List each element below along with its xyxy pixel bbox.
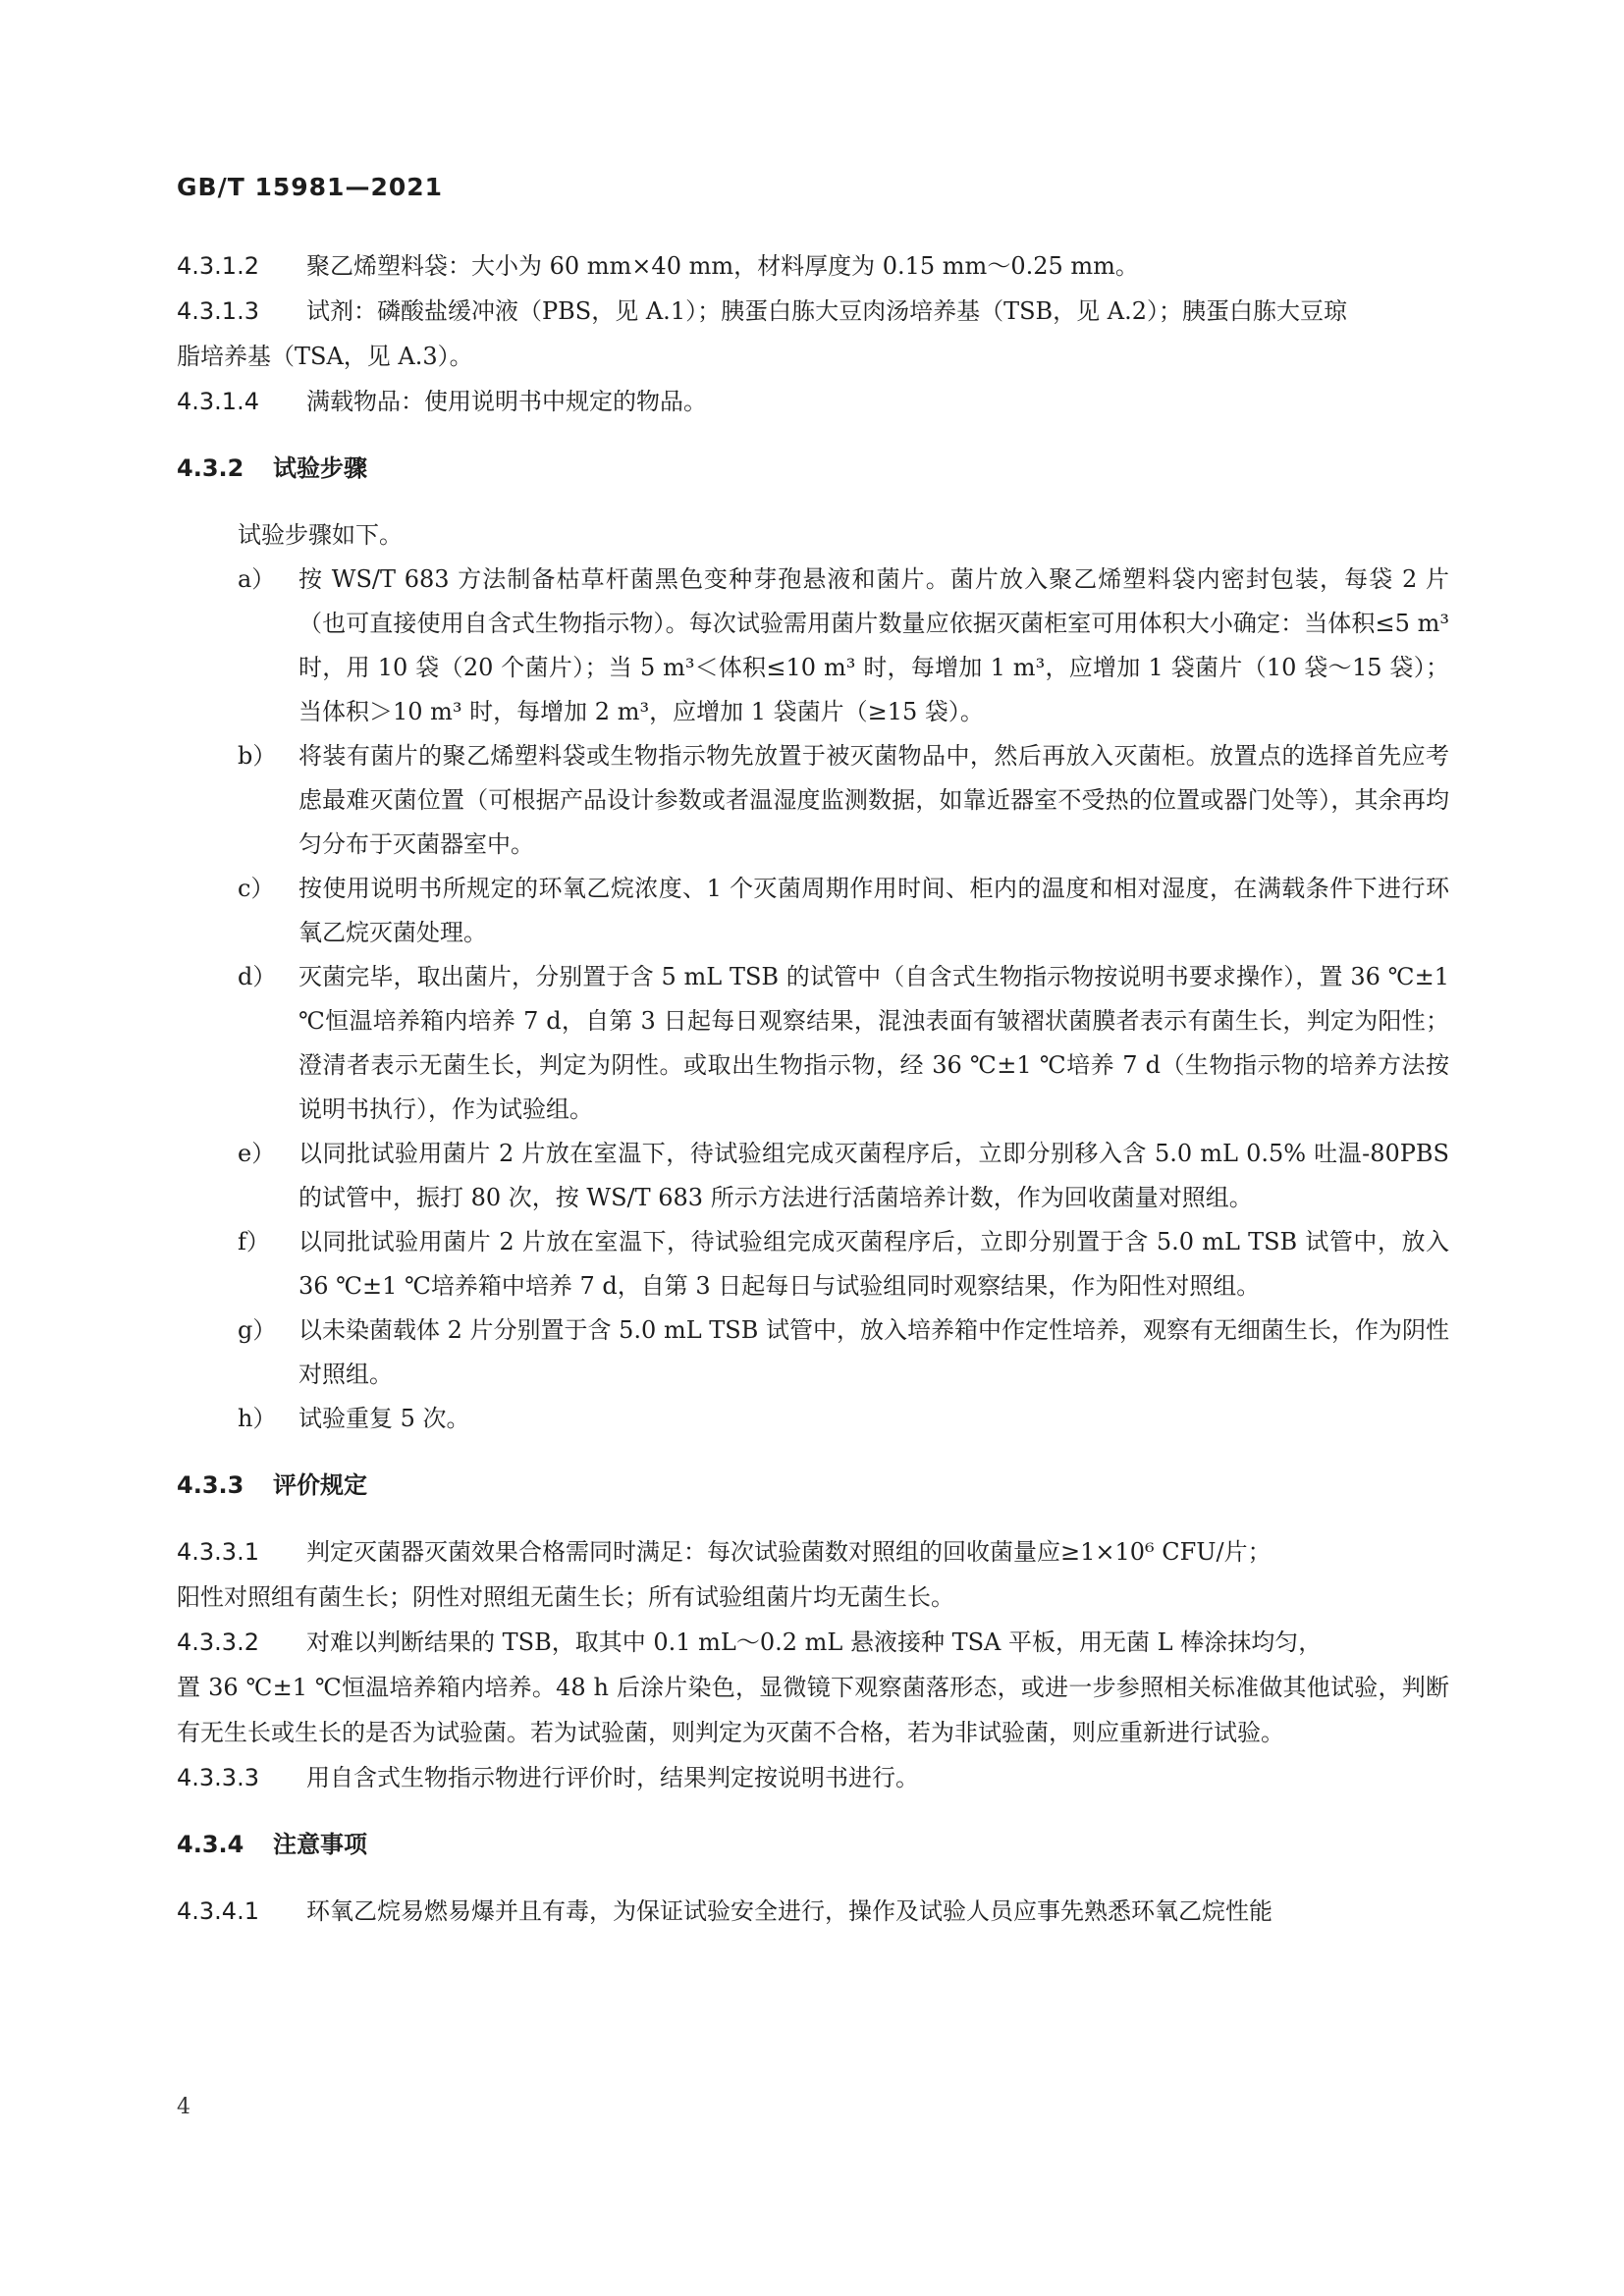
step-label: a） <box>238 565 276 593</box>
step-text: 将装有菌片的聚乙烯塑料袋或生物指示物先放置于被灭菌物品中，然后再放入灭菌柜。放置点的选择首先应考虑最难灭菌位置（可根据产品设计参数或者温湿度监测数据，如靠近器室不受热的位置或器门处等），其余再均匀分布于灭菌器室中。 <box>298 742 1449 858</box>
heading-title: 试验步骤 <box>273 454 367 482</box>
heading-4-3-3 <box>177 1463 1449 1508</box>
clause-continuation: 阳性对照组有菌生长；阴性对照组无菌生长；所有试验组菌片均无菌生长。 <box>177 1583 954 1611</box>
clause-4-3-3-3 <box>177 1755 1449 1800</box>
step-f <box>177 1220 1449 1308</box>
heading-4-3-4 <box>177 1822 1449 1867</box>
clause-number: 4.3.1.2 <box>177 252 259 280</box>
step-text: 按使用说明书所规定的环氧乙烷浓度、1 个灭菌周期作用时间、柜内的温度和相对湿度，在满载条件下进行环氧乙烷灭菌处理。 <box>298 875 1449 946</box>
clause-text: 聚乙烯塑料袋：大小为 60 mm×40 mm，材料厚度为 0.15 mm～0.25 mm。 <box>306 252 1139 280</box>
page-content <box>177 243 1449 1934</box>
heading-title: 注意事项 <box>273 1831 367 1858</box>
heading-4-3-2 <box>177 446 1449 491</box>
heading-number: 4.3.4 <box>177 1831 244 1858</box>
clause-number: 4.3.4.1 <box>177 1897 259 1925</box>
clause-text: 判定灭菌器灭菌效果合格需同时满足：每次试验菌数对照组的回收菌量应≥1×10⁶ CFU/片； <box>306 1538 1272 1566</box>
page-number: 4 <box>177 2095 190 2119</box>
heading-number: 4.3.2 <box>177 454 244 482</box>
step-c <box>177 867 1449 955</box>
clause-number: 4.3.3.2 <box>177 1629 259 1656</box>
clause-number: 4.3.1.4 <box>177 388 259 415</box>
clause-number: 4.3.3.3 <box>177 1764 259 1791</box>
step-label: g） <box>238 1316 277 1344</box>
clause-4-3-1-4 <box>177 379 1449 424</box>
step-label: c） <box>238 875 275 902</box>
clause-continuation: 置 36 ℃±1 ℃恒温培养箱内培养。48 h 后涂片染色，显微镜下观察菌落形态，或进一步参照相关标准做其他试验，判断有无生长或生长的是否为试验菌。若为试验菌，则判定为灭菌不合格，若为非试验菌，则应重新进行试验。 <box>177 1674 1449 1746</box>
step-label: b） <box>238 742 277 770</box>
step-b <box>177 734 1449 867</box>
clause-4-3-3-2 <box>177 1620 1449 1665</box>
step-label: e） <box>238 1140 276 1167</box>
step-label: d） <box>238 963 277 990</box>
clause-text: 对难以判断结果的 TSB，取其中 0.1 mL～0.2 mL 悬液接种 TSA 平板，用无菌 L 棒涂抹均匀， <box>306 1629 1323 1656</box>
heading-number: 4.3.3 <box>177 1471 244 1499</box>
clause-continuation: 脂培养基（TSA，见 A.3）。 <box>177 343 473 370</box>
standard-code: GB/T 15981—2021 <box>177 173 444 201</box>
step-label: h） <box>238 1405 277 1432</box>
step-g <box>177 1308 1449 1397</box>
clause-number: 4.3.3.1 <box>177 1538 259 1566</box>
clause-text: 试剂：磷酸盐缓冲液（PBS，见 A.1）；胰蛋白胨大豆肉汤培养基（TSB，见 A.2）；胰蛋白胨大豆琼 <box>306 297 1348 325</box>
clause-4-3-1-3 <box>177 289 1449 334</box>
clause-text: 环氧乙烷易燃易爆并且有毒，为保证试验安全进行，操作及试验人员应事先熟悉环氧乙烷性能 <box>306 1897 1272 1925</box>
step-text: 以同批试验用菌片 2 片放在室温下，待试验组完成灭菌程序后，立即分别置于含 5.0 mL TSB 试管中，放入 36 ℃±1 ℃培养箱中培养 7 d，自第 3 日起每日与试验组同时观察结果，作为阳性对照组。 <box>298 1228 1449 1300</box>
step-text: 以未染菌载体 2 片分别置于含 5.0 mL TSB 试管中，放入培养箱中作定性培养，观察有无细菌生长，作为阴性对照组。 <box>298 1316 1449 1388</box>
step-a <box>177 558 1449 734</box>
clause-number: 4.3.1.3 <box>177 297 259 325</box>
step-text: 灭菌完毕，取出菌片，分别置于含 5 mL TSB 的试管中（自含式生物指示物按说明书要求操作），置 36 ℃±1 ℃恒温培养箱内培养 7 d，自第 3 日起每日观察结果，混浊表面有皱褶状菌膜者表示有菌生长，判定为阳性；澄清者表示无菌生长，判定为阴性。或取出生物指示物，经 36 ℃±1 ℃培养 7 d（生物指示物的培养方法按说明书执行），作为试验组。 <box>298 963 1449 1123</box>
step-text: 试验重复 5 次。 <box>298 1405 470 1432</box>
heading-title: 评价规定 <box>273 1471 367 1499</box>
step-d <box>177 955 1449 1132</box>
step-text: 以同批试验用菌片 2 片放在室温下，待试验组完成灭菌程序后，立即分别移入含 5.0 mL 0.5% 吐温-80PBS 的试管中，振打 80 次，按 WS/T 683 所示方法进行活菌培养计数，作为回收菌量对照组。 <box>298 1140 1449 1211</box>
clause-4-3-4-1 <box>177 1889 1449 1934</box>
step-h <box>177 1397 1449 1441</box>
clause-4-3-3-1 <box>177 1529 1449 1575</box>
step-e <box>177 1132 1449 1220</box>
clause-text: 用自含式生物指示物进行评价时，结果判定按说明书进行。 <box>306 1764 919 1791</box>
step-label: f） <box>238 1228 270 1255</box>
clause-text: 满载物品：使用说明书中规定的物品。 <box>306 388 707 415</box>
steps-intro: 试验步骤如下。 <box>238 521 403 549</box>
clause-4-3-1-2 <box>177 243 1449 289</box>
step-text: 按 WS/T 683 方法制备枯草杆菌黑色变种芽孢悬液和菌片。菌片放入聚乙烯塑料袋内密封包装，每袋 2 片（也可直接使用自含式生物指示物）。每次试验需用菌片数量应依据灭菌柜室可用体积大小确定：当体积≤5 m³ 时，用 10 袋（20 个菌片）；当 5 m³＜体积≤10 m³ 时，每增加 1 m³，应增加 1 袋菌片（10 袋～15 袋）；当体积＞10 m³ 时，每增加 2 m³，应增加 1 袋菌片（≥15 袋）。 <box>298 565 1449 725</box>
